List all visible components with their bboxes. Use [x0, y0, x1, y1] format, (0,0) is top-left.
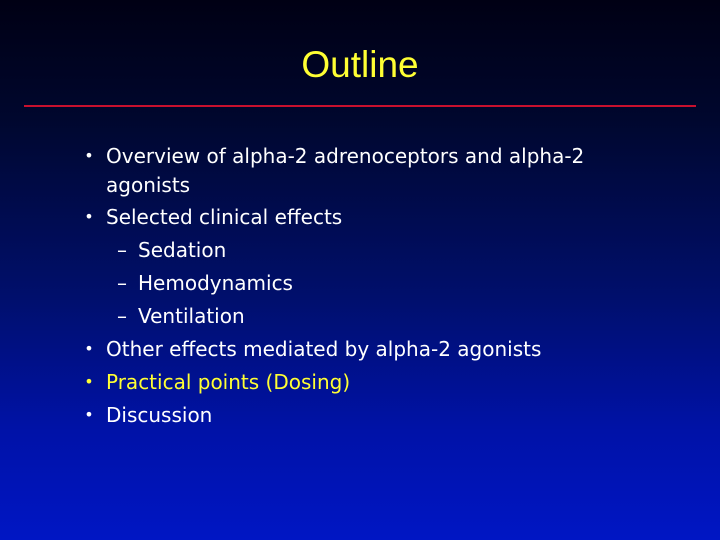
- list-item-text: Discussion: [106, 403, 213, 427]
- slide-title: Outline: [301, 44, 419, 85]
- bullet-icon: •: [84, 339, 94, 358]
- bullet-icon: •: [84, 405, 94, 424]
- sub-list-item-text: Hemodynamics: [138, 271, 293, 295]
- list-item-text: agonists: [106, 173, 191, 197]
- dash-icon: –: [117, 271, 127, 295]
- dash-icon: –: [117, 238, 127, 262]
- bullet-icon: •: [84, 207, 94, 226]
- sub-list-item-text: Sedation: [138, 238, 227, 262]
- sub-list-item-text: Ventilation: [138, 304, 245, 328]
- bullet-icon: •: [84, 372, 94, 391]
- bullet-icon: •: [84, 146, 94, 165]
- list-item-text: Other effects mediated by alpha-2 agonists: [106, 337, 542, 361]
- list-item-text: Selected clinical effects: [106, 205, 343, 229]
- list-item-text: Overview of alpha-2 adrenoceptors and alpha-2: [106, 144, 585, 168]
- list-item-text: Practical points (Dosing): [106, 370, 351, 394]
- title-divider: [24, 105, 696, 107]
- dash-icon: –: [117, 304, 127, 328]
